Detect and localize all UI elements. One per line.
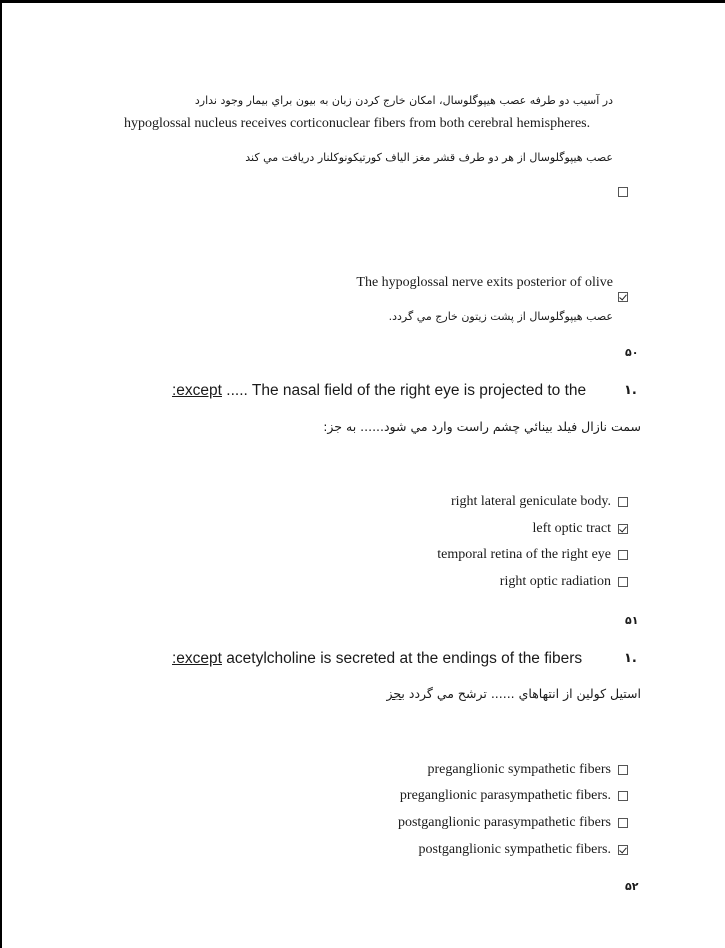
q50-option-2-checkbox[interactable] [618,524,628,534]
q50-index: ۱. [624,383,637,398]
q51-option-1: preganglionic sympathetic fibers [427,762,611,777]
q51-option-2-checkbox[interactable] [618,791,628,801]
q51-question-fa-main: استیل کولین از انتهاهاي ...... ترشح مي گردد [404,686,641,701]
q50-option-3: temporal retina of the right eye [437,547,611,562]
q50-option-4-checkbox[interactable] [618,577,628,587]
q50-option-3-checkbox[interactable] [618,550,628,560]
question-number-50: ۵۰ [625,346,639,359]
q51-option-2: preganglionic parasympathetic fibers. [399,788,611,803]
q51-question-text [172,650,582,668]
q51-option-1-checkbox[interactable] [618,765,628,775]
q51-option-4: postganglionic sympathetic fibers. [418,842,611,857]
page-top-border [0,0,725,3]
q50-except-word: :except [172,382,222,399]
q51-question-en: acetylcholine is secreted at the endings of the fibers [221,650,583,667]
q51-except-word: :except [172,650,222,667]
en-statement-nerve-exit: The hypoglossal nerve exits posterior of olive [356,275,613,290]
question-number-52: ۵۲ [625,880,639,893]
q50-question-en: ..... The nasal field of the right eye is projected to the [221,382,587,399]
q51-option-4-checkbox[interactable] [618,845,628,855]
q51-option-3: postganglionic parasympathetic fibers [397,815,611,830]
q50-question-text [172,382,586,400]
q51-index: ۱. [624,651,637,666]
fa-statement-nerve-exit: عصب هیپوگلوسال از پشت زیتون خارج مي گردد. [388,310,613,323]
fa-statement-corticonuclear: عصب هیپوگلوسال از هر دو طرف قشر مغز الیاف کورتیکونوکلنار دریافت مي کند [245,151,613,164]
q51-question-fa-except: بجز [386,686,405,701]
statement-1-checkbox[interactable] [618,187,628,197]
q50-option-2: left optic tract [532,521,611,536]
statement-2-checkbox[interactable] [618,292,628,302]
q51-option-3-checkbox[interactable] [618,818,628,828]
q50-option-1: right lateral geniculate body. [450,494,611,509]
q51-question-fa [386,686,641,701]
en-statement-hypoglossal-nucleus: hypoglossal nucleus receives corticonuclear fibers from both cerebral hemispheres. [124,116,591,131]
page-left-border [0,0,2,948]
q50-question-fa: سمت نازال فیلد بینائي چشم راست وارد مي شود...... به جز: [323,419,641,434]
question-number-51: ۵۱ [625,614,639,627]
fa-statement-bilateral-lesion: در آسیب دو طرفه عصب هیپوگلوسال، امکان خارج کردن زبان به بیون براي بیمار وجود ندارد [194,94,613,107]
q50-option-1-checkbox[interactable] [618,497,628,507]
q50-option-4: right optic radiation [499,574,611,589]
